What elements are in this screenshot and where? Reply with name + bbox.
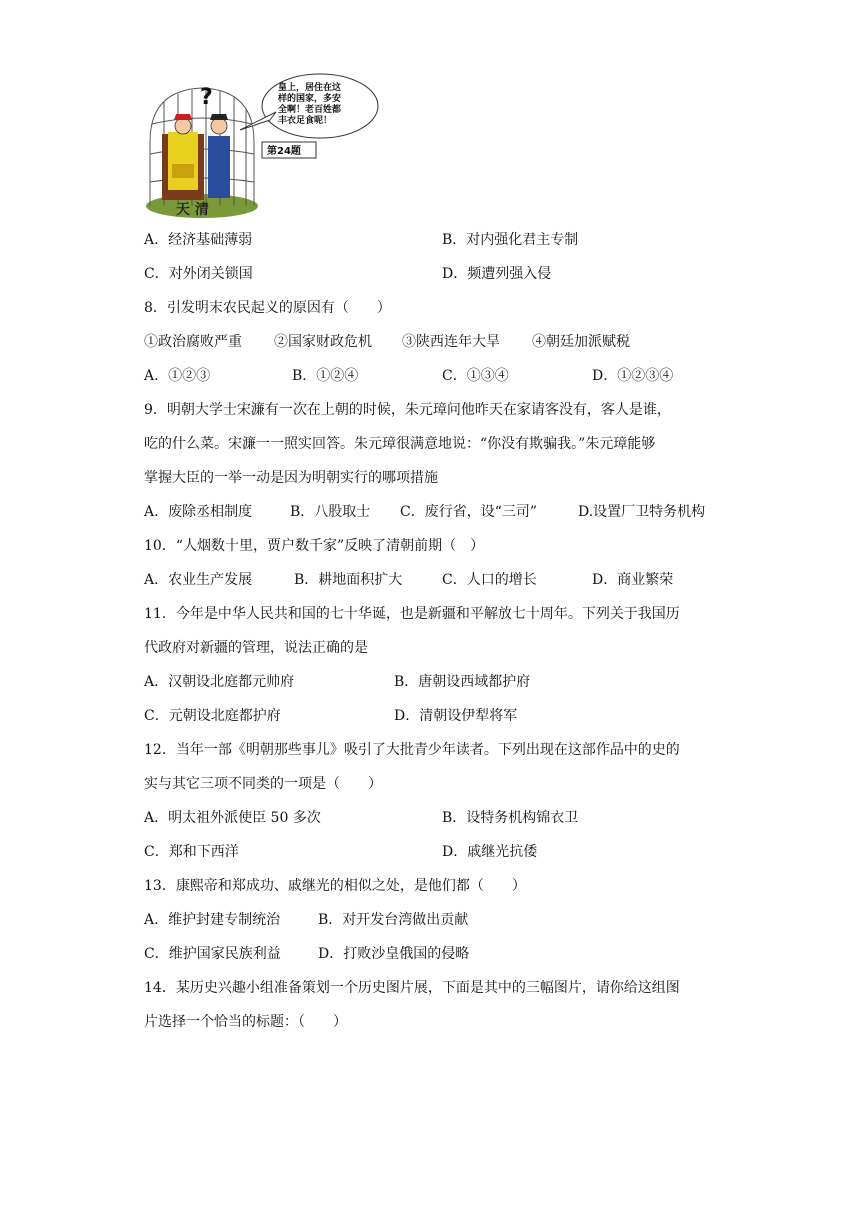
q12-stem-line-1: 12．当年一部《明朝那些事儿》吸引了大批青少年读者。下列出现在这部作品中的史的: [144, 742, 680, 758]
question-mark: ?: [200, 85, 213, 110]
emperor-figure: [162, 114, 204, 200]
q14-stem-line-1: 14．某历史兴趣小组准备策划一个历史图片展，下面是其中的三幅图片，请你给这组图: [144, 980, 680, 996]
q12-option-d: D．戚继光抗倭: [442, 844, 538, 860]
q13-stem: 13．康熙帝和郑成功、戚继光的相似之处，是他们都（ ）: [144, 878, 526, 894]
q8-option-b: B．①②④: [292, 368, 359, 384]
q10-option-c: C．人口的增长: [442, 572, 537, 588]
bubble-line-3: 全啊！老百姓都: [278, 105, 342, 115]
q8-option-a: A．①②③: [144, 368, 211, 384]
q7-option-b: B．对内强化君主专制: [442, 232, 579, 248]
q8-stem: 8．引发明末农民起义的原因有（ ）: [144, 300, 391, 316]
q7-option-d: D．频遭列强入侵: [442, 266, 552, 282]
cartoon-illustration: [140, 72, 380, 222]
q9-stem-line-2: 吃的什么菜。宋濂一一照实回答。朱元璋很满意地说：“你没有欺骗我。”朱元璋能够: [144, 436, 656, 452]
q9-option-a: A．废除丞相制度: [144, 504, 253, 520]
q9-option-c: C．废行省，设“三司”: [400, 504, 538, 520]
q9-stem-line-3: 掌握大臣的一举一动是因为明朝实行的哪项措施: [144, 470, 438, 486]
q8-option-d: D．①②③④: [592, 368, 674, 384]
q8-item-3: ③陕西连年大旱: [402, 334, 500, 350]
q7-option-c: C．对外闭关锁国: [144, 266, 253, 282]
q8-item-4: ④朝廷加派赋税: [532, 334, 630, 350]
q13-option-d: D．打败沙皇俄国的侵略: [318, 946, 470, 962]
q11-stem-line-2: 代政府对新疆的管理，说法正确的是: [144, 640, 368, 656]
q10-option-b: B．耕地面积扩大: [294, 572, 403, 588]
q13-option-b: B．对开发台湾做出贡献: [318, 912, 469, 928]
q12-option-c: C．郑和下西洋: [144, 844, 239, 860]
q10-option-a: A．农业生产发展: [144, 572, 253, 588]
cage-sign: 天 清: [176, 202, 209, 218]
q8-option-c: C．①③④: [442, 368, 509, 384]
q11-option-c: C．元朝设北庭都护府: [144, 708, 281, 724]
bubble-line-2: 样的国家，多安: [278, 94, 342, 104]
q9-option-d: D.设置厂卫特务机构: [578, 504, 706, 520]
q10-stem: 10．“人烟数十里，贾户数千家”反映了清朝前期（ ）: [144, 538, 485, 554]
q11-option-b: B．唐朝设西域都护府: [394, 674, 531, 690]
q12-option-a: A．明太祖外派使臣 50 多次: [144, 810, 321, 826]
q11-option-a: A．汉朝设北庭都元帅府: [144, 674, 295, 690]
q9-stem-line-1: 9．明朝大学士宋濂有一次在上朝的时候，朱元璋问他昨天在家请客没有，客人是谁，: [144, 402, 671, 418]
q12-stem-line-2: 实与其它三项不同类的一项是（ ）: [144, 776, 382, 792]
bubble-line-1: 皇上，居住在这: [278, 83, 342, 93]
q8-item-1: ①政治腐败严重: [144, 334, 242, 350]
q14-stem-line-2: 片选择一个恰当的标题：（ ）: [144, 1014, 347, 1030]
official-figure: [208, 114, 230, 198]
q10-option-d: D．商业繁荣: [592, 572, 674, 588]
q13-option-a: A．维护封建专制统治: [144, 912, 281, 928]
bubble-line-4: 丰衣足食呢！: [278, 116, 333, 126]
q7-option-a: A．经济基础薄弱: [144, 232, 253, 248]
q9-option-b: B．八股取士: [290, 504, 371, 520]
cartoon-label: 第24题: [267, 146, 301, 157]
q11-stem-line-1: 11．今年是中华人民共和国的七十华诞，也是新疆和平解放七十周年。下列关于我国历: [144, 606, 680, 622]
q12-option-b: B．设特务机构锦衣卫: [442, 810, 579, 826]
q13-option-c: C．维护国家民族利益: [144, 946, 281, 962]
q8-item-2: ②国家财政危机: [274, 334, 372, 350]
q11-option-d: D．清朝设伊犁将军: [394, 708, 518, 724]
